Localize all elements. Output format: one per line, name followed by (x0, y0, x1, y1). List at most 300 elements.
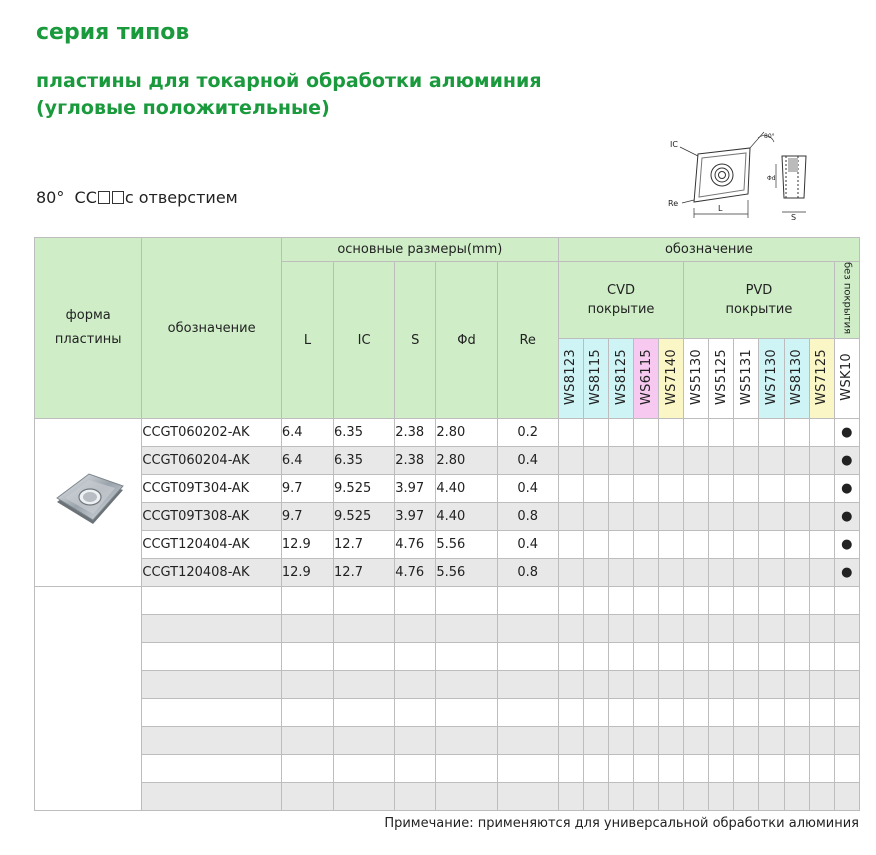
series-title: серия типов (36, 20, 190, 45)
empty-cell (142, 671, 281, 699)
grade-ws5130-label: WS5130 (688, 348, 704, 405)
cell-grade (608, 531, 633, 559)
cell-grade (809, 531, 834, 559)
cell-re: 0.8 (497, 559, 558, 587)
empty-cell (281, 643, 333, 671)
empty-cell (634, 615, 659, 643)
empty-row (35, 783, 860, 811)
empty-cell (734, 699, 759, 727)
cell-s: 2.38 (395, 447, 436, 475)
empty-cell (784, 783, 809, 811)
empty-cell (809, 671, 834, 699)
cell-grade (558, 475, 583, 503)
grade-ws5125 (709, 339, 734, 419)
empty-cell (608, 643, 633, 671)
table-row (35, 559, 860, 587)
cell-grade (809, 559, 834, 587)
placeholder-box-icon (98, 191, 110, 204)
empty-cell (709, 615, 734, 643)
empty-cell (281, 671, 333, 699)
grade-ws8125-label: WS8125 (613, 348, 629, 405)
cell-grade (784, 419, 809, 447)
cell-grade (759, 503, 784, 531)
re-leader-line (682, 200, 694, 203)
cell-grade (659, 475, 684, 503)
empty-cell (734, 671, 759, 699)
diagram-ic-label: IC (670, 140, 678, 149)
diagram-d-label: Φd (767, 175, 776, 182)
empty-cell (142, 699, 281, 727)
empty-cell (784, 615, 809, 643)
empty-cell (659, 755, 684, 783)
empty-cell (684, 615, 709, 643)
empty-cell (497, 643, 558, 671)
cell-grade (759, 559, 784, 587)
empty-cell (334, 699, 395, 727)
empty-cell (709, 755, 734, 783)
empty-cell (734, 615, 759, 643)
cell-grade (634, 531, 659, 559)
empty-cell (497, 783, 558, 811)
cell-l: 9.7 (281, 503, 333, 531)
hole-inner-circle (715, 168, 729, 182)
cell-grade (734, 419, 759, 447)
cell-grade (608, 475, 633, 503)
cell-grade (809, 447, 834, 475)
empty-cell (809, 783, 834, 811)
empty-cell (809, 755, 834, 783)
diagram-s-label: S (791, 213, 797, 222)
cell-code: CCGT060204-AK (142, 447, 281, 475)
cell-wsk10-mark: ● (834, 447, 859, 475)
cell-d: 4.40 (436, 503, 497, 531)
empty-cell (834, 783, 859, 811)
empty-cell (436, 755, 497, 783)
cell-code: CCGT120404-AK (142, 531, 281, 559)
empty-cell (684, 783, 709, 811)
empty-cell (497, 671, 558, 699)
cell-grade (709, 419, 734, 447)
header-pvd-label: PVD покрытие (725, 283, 793, 318)
cell-s: 2.38 (395, 419, 436, 447)
empty-cell (281, 615, 333, 643)
empty-cell (709, 783, 734, 811)
cell-ic: 12.7 (334, 531, 395, 559)
empty-shape-cell (35, 587, 142, 811)
empty-cell (784, 755, 809, 783)
insert-type-label (36, 188, 238, 207)
empty-cell (436, 699, 497, 727)
insert-code-prefix: CC (74, 188, 97, 207)
cell-re: 0.2 (497, 419, 558, 447)
empty-cell (709, 587, 734, 615)
cell-grade (634, 475, 659, 503)
cell-ic: 6.35 (334, 447, 395, 475)
empty-row (35, 587, 860, 615)
cell-grade (659, 503, 684, 531)
cell-grade (759, 419, 784, 447)
cell-l: 6.4 (281, 419, 333, 447)
header-cvd-label: CVD покрытие (587, 283, 655, 318)
grade-ws8123 (558, 339, 583, 419)
hole-core-circle (719, 172, 726, 179)
side-hole-fill (788, 158, 798, 172)
header-shape-label: форма пластины (54, 308, 122, 348)
cell-grade (583, 447, 608, 475)
header-dim-ic: IC (334, 262, 395, 419)
empty-cell (634, 587, 659, 615)
cell-grade (583, 503, 608, 531)
empty-cell (634, 783, 659, 811)
cell-grade (659, 447, 684, 475)
cell-grade (583, 475, 608, 503)
empty-cell (395, 727, 436, 755)
empty-cell (734, 755, 759, 783)
header-uncoated-label: без покрытия (841, 262, 853, 335)
empty-row (35, 671, 860, 699)
empty-cell (759, 587, 784, 615)
table-row (35, 503, 860, 531)
cell-grade (558, 531, 583, 559)
cell-grade (784, 531, 809, 559)
grade-ws7130-label: WS7130 (763, 348, 779, 405)
insert-dimension-diagram (664, 128, 822, 222)
empty-cell (659, 587, 684, 615)
empty-cell (759, 755, 784, 783)
empty-cell (334, 615, 395, 643)
cell-grade (558, 419, 583, 447)
grade-ws5131 (734, 339, 759, 419)
empty-cell (734, 643, 759, 671)
cell-grade (558, 503, 583, 531)
cell-wsk10-mark: ● (834, 475, 859, 503)
empty-cell (734, 587, 759, 615)
cell-grade (634, 503, 659, 531)
empty-cell (634, 727, 659, 755)
empty-cell (142, 587, 281, 615)
header-pvd (684, 262, 834, 339)
empty-cell (659, 699, 684, 727)
cell-grade (734, 475, 759, 503)
cell-re: 0.4 (497, 447, 558, 475)
empty-cell (759, 615, 784, 643)
grade-ws8130-label: WS8130 (789, 348, 805, 405)
empty-cell (809, 587, 834, 615)
hole-outer-circle (711, 164, 733, 186)
cell-grade (784, 475, 809, 503)
grade-ws7140 (659, 339, 684, 419)
empty-cell (558, 727, 583, 755)
empty-cell (759, 727, 784, 755)
empty-cell (809, 727, 834, 755)
header-grades-group: обозначение (558, 238, 859, 262)
cell-wsk10-mark: ● (834, 419, 859, 447)
empty-cell (659, 783, 684, 811)
grade-ws7125-label: WS7125 (814, 348, 830, 405)
empty-cell (334, 783, 395, 811)
empty-cell (583, 587, 608, 615)
cell-grade (659, 419, 684, 447)
empty-cell (436, 783, 497, 811)
cell-s: 4.76 (395, 531, 436, 559)
empty-cell (608, 755, 633, 783)
cell-grade (659, 531, 684, 559)
empty-cell (395, 643, 436, 671)
cell-grade (684, 475, 709, 503)
empty-cell (834, 671, 859, 699)
cell-l: 12.9 (281, 559, 333, 587)
empty-cell (634, 699, 659, 727)
empty-cell (558, 615, 583, 643)
cell-grade (659, 559, 684, 587)
cell-wsk10-mark: ● (834, 531, 859, 559)
grade-ws8130 (784, 339, 809, 419)
empty-cell (334, 755, 395, 783)
empty-cell (684, 671, 709, 699)
grade-ws5131-label: WS5131 (738, 348, 754, 405)
empty-cell (583, 755, 608, 783)
header-cvd (558, 262, 683, 339)
empty-cell (395, 587, 436, 615)
empty-cell (558, 699, 583, 727)
cell-grade (784, 559, 809, 587)
grade-ws7140-label: WS7140 (663, 348, 679, 405)
cell-grade (684, 559, 709, 587)
empty-cell (142, 727, 281, 755)
cell-grade (734, 531, 759, 559)
empty-cell (334, 727, 395, 755)
empty-cell (608, 587, 633, 615)
cell-grade (784, 447, 809, 475)
cell-l: 12.9 (281, 531, 333, 559)
empty-cell (608, 671, 633, 699)
empty-cell (281, 699, 333, 727)
placeholder-box-icon (112, 191, 124, 204)
empty-cell (659, 643, 684, 671)
cell-re: 0.4 (497, 475, 558, 503)
cell-s: 3.97 (395, 475, 436, 503)
header-shape (35, 238, 142, 419)
empty-cell (497, 727, 558, 755)
empty-cell (634, 671, 659, 699)
empty-cell (784, 643, 809, 671)
cell-ic: 9.525 (334, 475, 395, 503)
empty-cell (583, 727, 608, 755)
grade-wsk10-label: WSK10 (839, 352, 855, 401)
cell-s: 3.97 (395, 503, 436, 531)
empty-cell (608, 727, 633, 755)
header-dim-re: Re (497, 262, 558, 419)
empty-cell (634, 755, 659, 783)
product-title (36, 68, 542, 122)
cell-code: CCGT09T308-AK (142, 503, 281, 531)
empty-cell (784, 587, 809, 615)
insert-angle: 80° (36, 188, 65, 207)
empty-cell (436, 643, 497, 671)
empty-cell (659, 671, 684, 699)
empty-cell (734, 783, 759, 811)
cell-grade (784, 503, 809, 531)
empty-cell (759, 671, 784, 699)
header-designation: обозначение (142, 238, 281, 419)
grade-ws8115 (583, 339, 608, 419)
empty-cell (709, 727, 734, 755)
empty-cell (281, 783, 333, 811)
empty-cell (436, 615, 497, 643)
empty-cell (497, 615, 558, 643)
empty-cell (558, 643, 583, 671)
grade-wsk10 (834, 339, 859, 419)
empty-cell (759, 643, 784, 671)
empty-cell (497, 755, 558, 783)
cell-grade (558, 559, 583, 587)
empty-cell (784, 699, 809, 727)
cell-d: 2.80 (436, 447, 497, 475)
empty-cell (436, 671, 497, 699)
cell-grade (583, 559, 608, 587)
cell-grade (634, 447, 659, 475)
cell-grade (709, 447, 734, 475)
cell-grade (709, 531, 734, 559)
cell-grade (608, 559, 633, 587)
empty-cell (334, 587, 395, 615)
table-row (35, 447, 860, 475)
empty-cell (497, 699, 558, 727)
grade-ws6115-label: WS6115 (638, 348, 654, 405)
empty-cell (834, 699, 859, 727)
cell-grade (583, 531, 608, 559)
cell-code: CCGT060202-AK (142, 419, 281, 447)
cell-grade (558, 447, 583, 475)
cell-grade (634, 419, 659, 447)
empty-cell (497, 587, 558, 615)
cell-s: 4.76 (395, 559, 436, 587)
grade-ws5130 (684, 339, 709, 419)
empty-cell (395, 615, 436, 643)
empty-cell (142, 643, 281, 671)
cell-grade (759, 447, 784, 475)
product-title-line2: (угловые положительные) (36, 97, 330, 119)
cell-grade (684, 419, 709, 447)
cell-grade (608, 447, 633, 475)
cell-wsk10-mark: ● (834, 559, 859, 587)
cell-grade (734, 503, 759, 531)
empty-cell (583, 615, 608, 643)
empty-row (35, 643, 860, 671)
empty-cell (834, 643, 859, 671)
empty-cell (558, 587, 583, 615)
cell-grade (734, 559, 759, 587)
empty-cell (608, 615, 633, 643)
cell-grade (709, 475, 734, 503)
empty-cell (583, 783, 608, 811)
cell-wsk10-mark: ● (834, 503, 859, 531)
insert-photo-icon (43, 466, 133, 536)
diagram-l-label: L (718, 204, 723, 213)
cell-grade (583, 419, 608, 447)
empty-cell (834, 587, 859, 615)
empty-cell (634, 643, 659, 671)
empty-cell (809, 699, 834, 727)
cell-d: 5.56 (436, 531, 497, 559)
grade-ws7125 (809, 339, 834, 419)
cell-grade (684, 531, 709, 559)
grade-ws7130 (759, 339, 784, 419)
empty-cell (395, 755, 436, 783)
empty-cell (334, 643, 395, 671)
empty-cell (608, 699, 633, 727)
empty-cell (142, 783, 281, 811)
empty-cell (395, 671, 436, 699)
cell-re: 0.8 (497, 503, 558, 531)
empty-cell (334, 671, 395, 699)
empty-cell (558, 783, 583, 811)
cell-grade (634, 559, 659, 587)
cell-l: 6.4 (281, 447, 333, 475)
insert-inner-outline-shape (699, 153, 746, 197)
cell-l: 9.7 (281, 475, 333, 503)
cell-ic: 12.7 (334, 559, 395, 587)
insert-code-suffix: с отверстием (124, 188, 238, 207)
empty-cell (281, 587, 333, 615)
cell-grade (608, 419, 633, 447)
empty-row (35, 699, 860, 727)
empty-cell (281, 727, 333, 755)
cell-ic: 6.35 (334, 419, 395, 447)
product-title-line1: пластины для токарной обработки алюминия (36, 70, 542, 92)
insert-spec-table (34, 237, 860, 811)
empty-cell (834, 615, 859, 643)
empty-cell (784, 727, 809, 755)
empty-cell (709, 671, 734, 699)
insert-shape-cell (35, 419, 142, 587)
cell-d: 4.40 (436, 475, 497, 503)
empty-cell (834, 755, 859, 783)
empty-cell (684, 727, 709, 755)
empty-row (35, 727, 860, 755)
cell-grade (759, 475, 784, 503)
empty-cell (436, 727, 497, 755)
empty-cell (659, 727, 684, 755)
cell-grade (608, 503, 633, 531)
empty-cell (734, 727, 759, 755)
empty-cell (142, 755, 281, 783)
empty-cell (558, 671, 583, 699)
header-dim-s: S (395, 262, 436, 419)
empty-cell (395, 783, 436, 811)
header-dims-group: основные размеры(mm) (281, 238, 558, 262)
empty-cell (684, 643, 709, 671)
empty-cell (809, 643, 834, 671)
empty-row (35, 615, 860, 643)
cell-re: 0.4 (497, 531, 558, 559)
empty-cell (684, 587, 709, 615)
cell-grade (759, 531, 784, 559)
header-dim-l: L (281, 262, 333, 419)
angle-leader-line (750, 132, 764, 148)
empty-cell (395, 699, 436, 727)
cell-ic: 9.525 (334, 503, 395, 531)
cell-grade (684, 503, 709, 531)
cell-grade (709, 559, 734, 587)
cell-grade (684, 447, 709, 475)
cell-d: 5.56 (436, 559, 497, 587)
empty-cell (142, 615, 281, 643)
empty-cell (684, 755, 709, 783)
empty-cell (281, 755, 333, 783)
empty-cell (759, 783, 784, 811)
cell-code: CCGT120408-AK (142, 559, 281, 587)
